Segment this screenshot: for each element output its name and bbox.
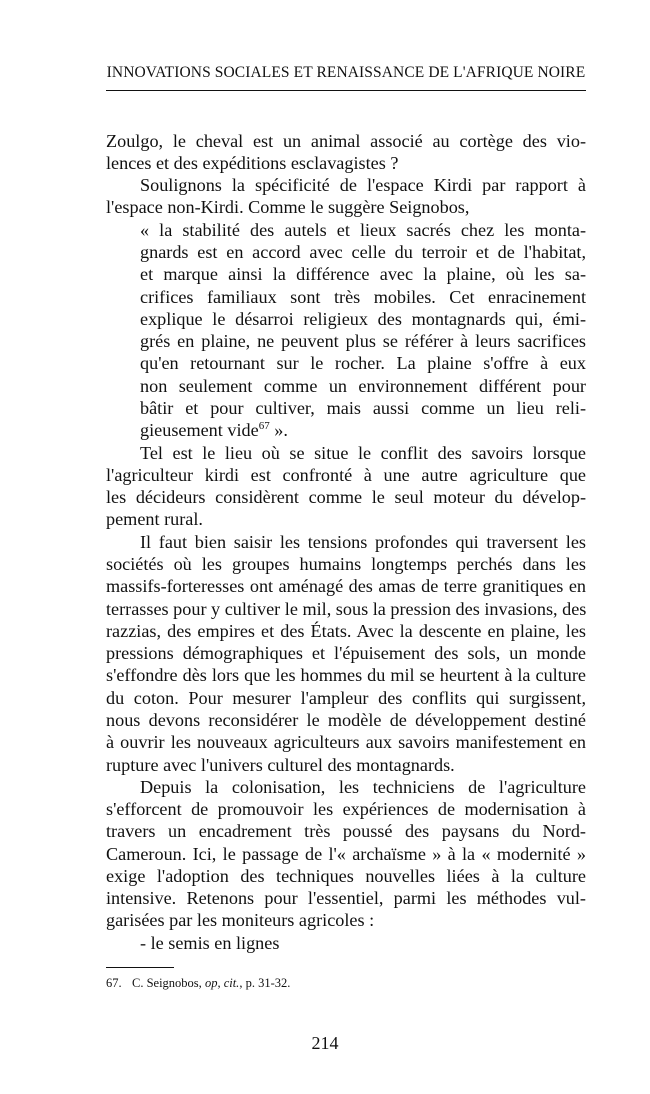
- text-line: razzias, des empires et des États. Avec la descente en plaine, les: [106, 621, 586, 641]
- text-line: Zoulgo, le cheval est un animal associé au cortège des vio-: [106, 131, 586, 151]
- text-line: sociétés où les groupes humains longtemps perchés dans les: [106, 554, 586, 574]
- text-line: s'efforcent de promouvoir les expériences de modernisation à: [106, 799, 586, 819]
- text-line: à ouvrir les nouveaux agriculteurs aux savoirs manifestement en: [106, 732, 586, 752]
- quote-line: qu'en retournant sur le rocher. La plaine s'offre à eux: [140, 353, 586, 373]
- footnote-text: C. Seignobos,: [132, 976, 205, 990]
- text-line: nous devons reconsidérer le modèle de développement destiné: [106, 710, 586, 730]
- footnote-number: 67.: [106, 976, 122, 990]
- footnote-italic: op, cit.: [204, 976, 240, 990]
- text-line: Il faut bien saisir les tensions profondes qui traversent les: [140, 532, 586, 552]
- text-line: lences et des expéditions esclavagistes ?: [106, 153, 399, 173]
- text-line: l'agriculteur kirdi est confronté à une autre agriculture que: [106, 465, 586, 485]
- text-line: Cameroun. Ici, le passage de l'« archaïsme » à la « modernité »: [106, 844, 586, 864]
- text-line: Tel est le lieu où se situe le conflit des savoirs lorsque: [140, 443, 586, 463]
- quote-line: et marque ainsi la différence avec la plaine, où les sa-: [140, 264, 586, 284]
- text-line: pressions démographiques et l'épuisement des sols, un monde: [106, 643, 586, 663]
- quote-line: [140, 419, 586, 441]
- text-line: l'espace non-Kirdi. Comme le suggère Seignobos,: [106, 197, 470, 217]
- quote-line: gnards est en accord avec celle du terroir et de l'habitat,: [140, 242, 586, 262]
- page-number: 214: [311, 1033, 339, 1053]
- footnote-text-end: , p. 31-32.: [239, 976, 291, 990]
- header-rule: [106, 90, 586, 91]
- text-line: s'effondre dès lors que les hommes du mil se heurtent à la culture: [106, 665, 586, 685]
- quote-line: « la stabilité des autels et lieux sacrés chez les monta-: [140, 220, 586, 240]
- text-line: du coton. Pour mesurer l'ampleur des conflits qui surgissent,: [106, 688, 586, 708]
- text-line: intensive. Retenons pour l'essentiel, parmi les méthodes vul-: [106, 888, 586, 908]
- quote-line: bâtir et pour cultiver, mais aussi comme un lieu reli-: [140, 398, 586, 418]
- text-line: les décideurs considèrent comme le seul moteur du dévelop-: [106, 487, 586, 507]
- quote-line: crifices familiaux sont très mobiles. Cet enracinement: [140, 287, 586, 307]
- quote-line: non seulement comme un environnement différent pour: [140, 376, 586, 396]
- quote-line: grés en plaine, ne peuvent plus se référer à leurs sacrifices: [140, 331, 586, 351]
- footnote-ref: 67: [258, 419, 270, 432]
- text-line: rupture avec l'univers culturel des montagnards.: [106, 755, 455, 775]
- text-line: pement rural.: [106, 509, 203, 529]
- quote-line: explique le désarroi religieux des montagnards qui, émi-: [140, 309, 586, 329]
- text-line: terrasses pour y cultiver le mil, sous la pression des invasions, des: [106, 599, 587, 619]
- text-line: garisées par les moniteurs agricoles :: [106, 910, 375, 930]
- quote-close: ».: [269, 420, 288, 440]
- text-line: exige l'adoption des techniques nouvelles liées à la culture: [106, 866, 586, 886]
- text-line: Soulignons la spécificité de l'espace Kirdi par rapport à: [140, 175, 586, 195]
- quote-last-text: gieusement vide: [140, 420, 259, 440]
- text-line: Depuis la colonisation, les techniciens de l'agriculture: [140, 777, 586, 797]
- running-head: INNOVATIONS SOCIALES ET RENAISSANCE DE L'AFRIQUE NOIRE: [106, 64, 586, 81]
- text-line: travers un encadrement très poussé des paysans du Nord-: [106, 821, 586, 841]
- footnote-rule: [106, 967, 174, 968]
- text-line: massifs-forteresses ont aménagé des amas de terre granitiques en: [106, 576, 586, 596]
- footnote: [106, 976, 290, 991]
- list-item: - le semis en lignes: [140, 933, 280, 953]
